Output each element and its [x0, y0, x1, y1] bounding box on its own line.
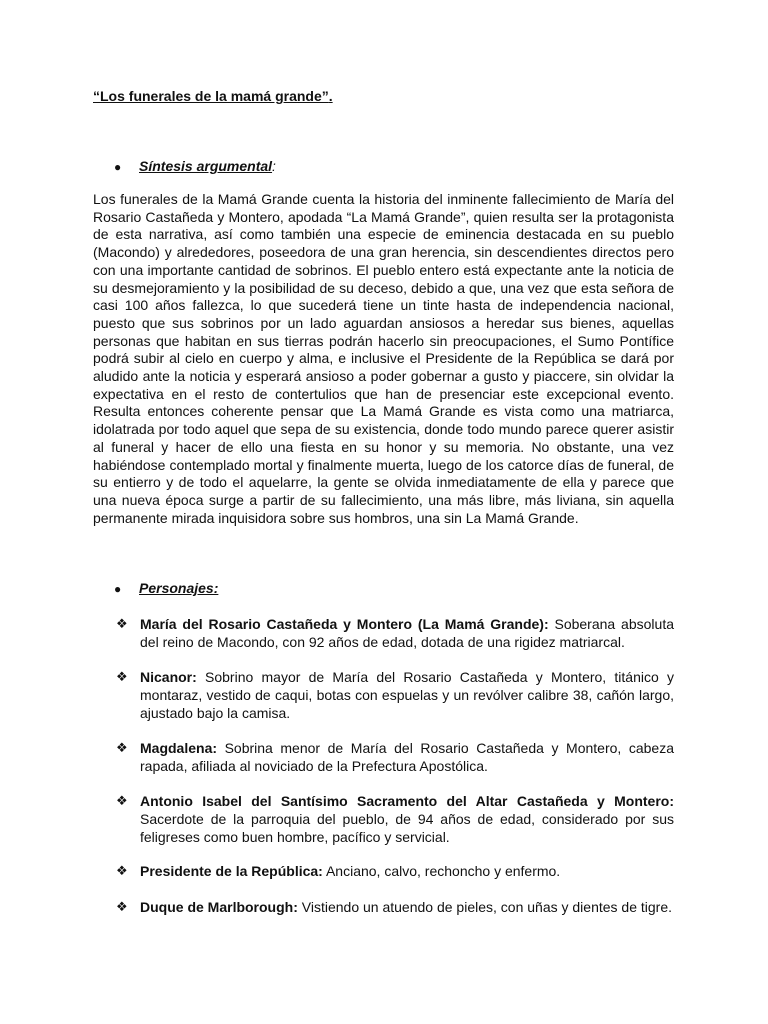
diamond-bullet-icon: ❖	[116, 899, 128, 914]
character-description: Anciano, calvo, rechoncho y enfermo.	[322, 863, 561, 879]
document-title: “Los funerales de la mamá grande”.	[93, 88, 333, 104]
bullet-dot-icon: ●	[114, 582, 122, 596]
synopsis-heading: ● Síntesis argumental:	[114, 158, 276, 174]
character-item-antonio-isabel	[116, 792, 674, 846]
bullet-dot-icon: ●	[114, 160, 122, 174]
character-name: María del Rosario Castañeda y Montero (La Mamá Grande):	[140, 616, 549, 632]
character-item-nicanor	[116, 668, 674, 722]
character-name: Nicanor:	[140, 669, 197, 685]
character-item-duque	[116, 898, 674, 916]
diamond-bullet-icon: ❖	[116, 793, 128, 808]
diamond-bullet-icon: ❖	[116, 740, 128, 755]
character-item-mama-grande	[116, 615, 674, 651]
synopsis-paragraph: Los funerales de la Mamá Grande cuenta la historia del inminente fallecimiento de María del Rosario Castañeda y Montero, apodada “La Mamá Grande”, quien resulta ser la protagonista de esta narrativa, así como también una especie de eminencia destacada en su pueblo (Macondo) y alrededores, poseedora de una gran herencia, sin descendientes directos pero con una importante cantidad de sobrinos. El pueblo entero está expectante ante la noticia de su desmejoramiento y la posibilidad de su deceso, debido a que, una vez que esta señora de casi 100 años fallezca, lo que sucederá tiene un tinte hasta de independencia nacional, puesto que sus sobrinos por un lado aguardan ansiosos a heredar sus bienes, aquellas personas que habitan en sus tierras podrán hacerlo sin preocupaciones, el Sumo Pontífice podrá subir al cielo en cuerpo y alma, e inclusive el Presidente de la República se dará por aludido ante la noticia y esperará ansioso a poder gobernar a gusto y piaccere, sin olvidar la expectativa en el resto de contertulios que han de presenciar este excepcional evento. Resulta entonces coherente pensar que La Mamá Grande es vista como una matriarca, idolatrada por todo aquel que sepa de su existencia, donde todo mundo parece querer asistir al funeral y hacer de ello una fiesta en su honor y su memoria. No obstante, una vez habiéndose contemplado mortal y finalmente muerta, luego de los catorce días de funeral, de su entierro y de todo el aquelarre, la gente se olvida inmediatamente de ella y parece que una nueva época surge a partir de su fallecimiento, una más libre, más liviana, sin aquella permanente mirada inquisidora sobre sus hombros, una sin La Mamá Grande.	[93, 191, 674, 526]
character-description: Sobrino mayor de María del Rosario Castañeda y Montero, titánico y montaraz, vestido de caqui, botas con espuelas y un revólver calibre 38, cañón largo, ajustado bajo la camisa.	[140, 669, 674, 721]
diamond-bullet-icon: ❖	[116, 616, 128, 631]
characters-heading: ● Personajes:	[114, 580, 219, 596]
character-description: Soberana absoluta del reino de Macondo, con 92 años de edad, dotada de una rigidez matriarcal.	[140, 616, 674, 650]
character-name: Magdalena:	[140, 740, 218, 756]
character-description: Vistiendo un atuendo de pieles, con uñas y dientes de tigre.	[297, 899, 673, 915]
character-name: Presidente de la República:	[140, 863, 323, 879]
character-item-magdalena	[116, 739, 674, 775]
diamond-bullet-icon: ❖	[116, 669, 128, 684]
character-item-presidente	[116, 862, 674, 880]
diamond-bullet-icon: ❖	[116, 863, 128, 878]
character-description: Sacerdote de la parroquia del pueblo, de 94 años de edad, considerado por sus feligreses como buen hombre, pacífico y servicial.	[140, 811, 674, 845]
character-name: Duque de Marlborough:	[140, 899, 298, 915]
character-name: Antonio Isabel del Santísimo Sacramento del Altar Castañeda y Montero:	[140, 793, 674, 809]
character-description: Sobrina menor de María del Rosario Castañeda y Montero, cabeza rapada, afiliada al noviciado de la Prefectura Apostólica.	[140, 740, 674, 774]
